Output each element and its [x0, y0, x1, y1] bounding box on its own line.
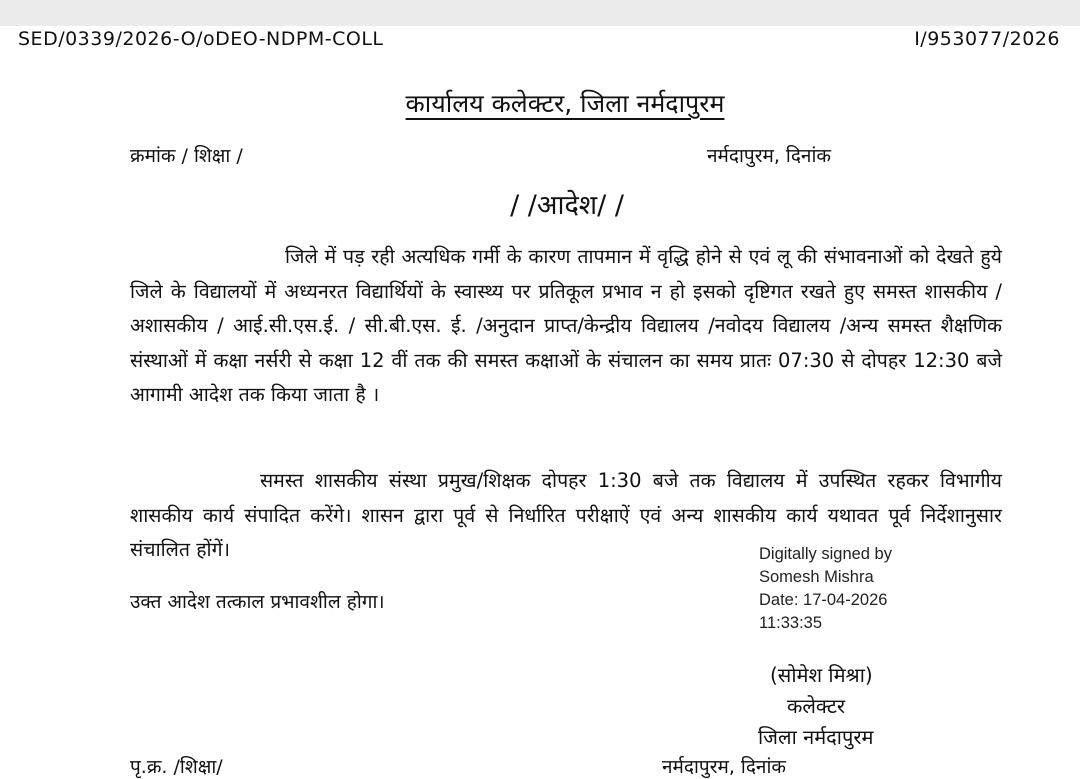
office-title: कार्यालय कलेक्टर, जिला नर्मदापुरम — [405, 89, 725, 118]
signature-line-1: Digitally signed by — [759, 545, 892, 563]
reference-number-left: SED/0339/2026-O/oDEO-NDPM-COLL — [18, 28, 384, 50]
order-paragraph-2: समस्त शासकीय संस्था प्रमुख/शिक्षक दोपहर 1:30 बजे तक विद्यालय में उपस्थित रहकर विभागीय शासकीय कार्य संपादित करेंगे। शासन द्वारा पूर्व से निर्धारित परीक्षाऐं एवं अन्य शासकीय कार्य यथावत पूर्व निर्देशानुसार संचालित होंगें। — [130, 469, 1002, 561]
reference-number-right: I/953077/2026 — [914, 28, 1060, 50]
endorsement-number: पृ.क्र. /शिक्षा/ — [130, 756, 223, 778]
digital-signature-stamp — [759, 543, 929, 635]
order-paragraph-1: जिले में पड़ रही अत्यधिक गर्मी के कारण तापमान में वृद्धि होने से एवं लू की संभावनाओं को देखते हुये जिले के विद्यालयों में अध्यनरत विद्यार्थियों के स्वास्थ्य पर प्रतिकूल प्रभाव न हो इसको दृष्टिगत रखते हुए समस्त शासकीय / अशासकीय / आई.सी.एस.ई. / सी.बी.एस. ई. /अनुदान प्राप्त/केन्द्रीय विद्यालय /नवोदय विद्यालय /अन्य समस्त शैक्षणिक संस्थाओं में कक्षा नर्सरी से कक्षा 12 वीं तक की समस्त कक्षाओं के संचालन का समय प्रातः 07:30 से दोपहर 12:30 बजे आगामी आदेश तक किया जाता है । — [130, 245, 1002, 406]
order-heading: / /आदेश/ / — [510, 190, 624, 221]
endorsement-place-date: नर्मदापुरम, दिनांक — [662, 756, 786, 778]
signature-time: 11:33:35 — [759, 614, 823, 632]
top-toolbar-strip — [0, 0, 1080, 26]
signatory-district: जिला नर्मदापुरम — [758, 725, 874, 749]
signature-line-2: Somesh Mishra — [759, 568, 874, 586]
signatory-name: (सोमेश मिश्रा) — [770, 663, 873, 687]
signatory-designation: कलेक्टर — [787, 694, 846, 718]
effect-statement: उक्त आदेश तत्काल प्रभावशील होगा। — [130, 591, 385, 613]
memo-number: क्रमांक / शिक्षा / — [130, 145, 243, 167]
signature-date: Date: 17-04-2026 — [759, 591, 888, 609]
place-date: नर्मदापुरम, दिनांक — [707, 145, 831, 167]
